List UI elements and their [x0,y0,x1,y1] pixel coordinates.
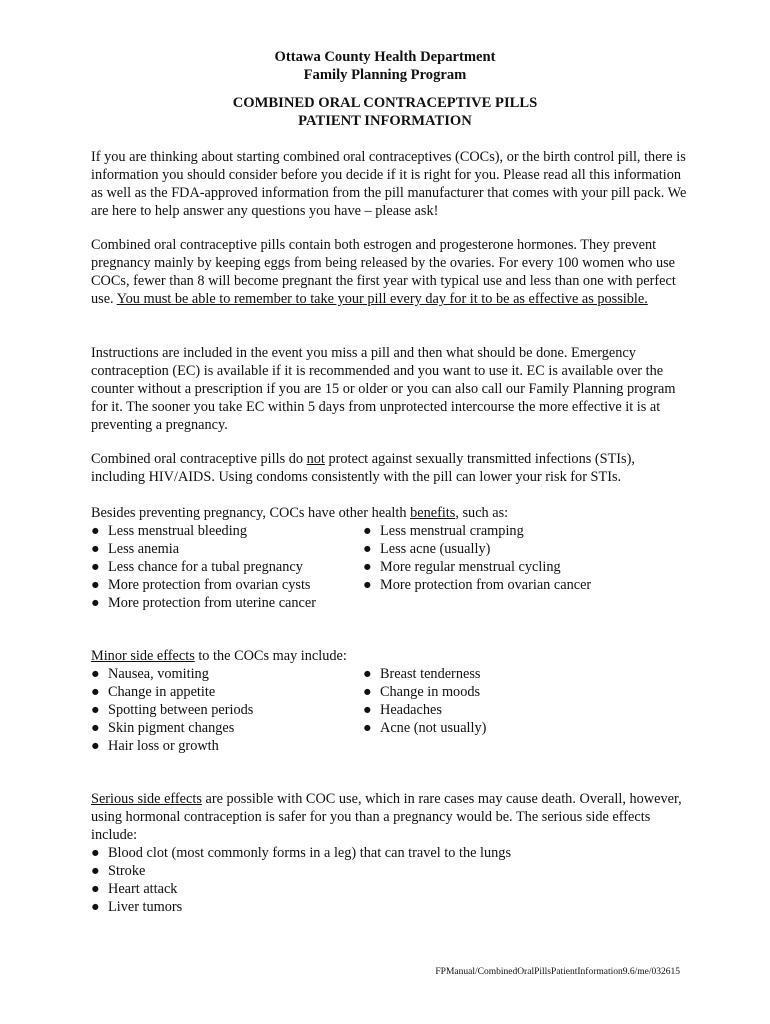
doc-title-line2: PATIENT INFORMATION [298,113,472,129]
serious-intro-suffix: are possible with COC use, which in rare cases may cause death. Overall, however, using hormonal contraception is safer for you than a pregnancy would be. The serious side effects include: [91,791,682,843]
bullet-icon: ● [363,666,372,682]
list-item: ● Blood clot (most commonly forms in a leg) that can travel to the lungs [91,845,512,861]
bullet-icon: ● [363,684,372,700]
list-item: ● Skin pigment changes [91,720,235,736]
doc-title-line1: COMBINED ORAL CONTRACEPTIVE PILLS [232,95,538,111]
list-item: ● More protection from ovarian cancer [363,577,592,593]
bullet-icon: ● [91,863,100,879]
bullet-icon: ● [91,523,100,539]
list-item: ● Change in moods [363,684,481,700]
benefits-label: benefits [410,505,456,521]
list-item: ● Less acne (usually) [363,541,491,557]
list-item: ● Headaches [363,702,442,718]
list-item: ● Liver tumors [91,899,183,915]
sti-paragraph [91,450,691,486]
bullet-icon: ● [363,702,372,718]
minor-intro-suffix: to the COCs may include: [194,648,347,664]
bullet-icon: ● [91,738,100,754]
benefits-intro-suffix: , such as: [455,505,509,521]
bullet-icon: ● [91,702,100,718]
benefits-intro [91,504,691,522]
effectiveness-underlined: You must be able to remember to take your pill every day for it to be as effective as possible. [116,291,648,307]
list-item: ● More protection from uterine cancer [91,595,317,611]
effectiveness-text: Combined oral contraceptive pills contain both estrogen and progesterone hormones. They prevent pregnancy mainly by keeping eggs from being released by the ovaries. For every 100 women who use COCs, fewer than 8 will become pregnant the first year with typical use and less than one with perfect use. [91,237,676,307]
effectiveness-paragraph [91,236,691,308]
bullet-icon: ● [91,666,100,682]
bullet-icon: ● [91,595,100,611]
bullet-icon: ● [91,559,100,575]
list-item: ● Acne (not usually) [363,720,487,736]
serious-side-effects-label: Serious side effects [91,791,202,807]
bullet-icon: ● [91,541,100,557]
minor-side-effects-label: Minor side effects [91,648,195,664]
bullet-icon: ● [91,577,100,593]
bullet-icon: ● [91,684,100,700]
list-item: ● Change in appetite [91,684,216,700]
bullet-icon: ● [363,577,372,593]
program-name: Family Planning Program [303,67,467,83]
minor-side-effects-intro [91,647,691,665]
list-item: ● Spotting between periods [91,702,254,718]
list-item: ● Heart attack [91,881,178,897]
bullet-icon: ● [91,899,100,915]
document-footer-reference: FPManual/CombinedOralPillsPatientInformation9.6/me/032615 [435,967,680,977]
bullet-icon: ● [363,523,372,539]
bullet-icon: ● [363,559,372,575]
list-item: ● More regular menstrual cycling [363,559,561,575]
intro-paragraph: If you are thinking about starting combined oral contraceptives (COCs), or the birth control pill, there is information you should consider before you decide if it is right for you. Please read all this information as well as the FDA-approved information from the pill manufacturer that comes with your pill pack. We are here to help answer any questions you have – please ask! [91,149,687,219]
list-item: ● More protection from ovarian cysts [91,577,311,593]
sti-text-after: protect against sexually transmitted infections (STIs), including HIV/AIDS. Using condoms consistently with the pill can lower your risk for STIs. [91,451,635,485]
bullet-icon: ● [363,541,372,557]
instructions-paragraph: Instructions are included in the event you miss a pill and then what should be done. Emergency contraception (EC) is available if it is recommended and you want to use it. EC is available over the counter without a prescription if you are 15 or older or you can also call our Family Planning program for it. The sooner you take EC within 5 days from unprotected intercourse the more effective it is at preventing a pregnancy. [91,345,676,433]
bullet-icon: ● [91,845,100,861]
list-item: ● Less menstrual bleeding [91,523,247,539]
serious-side-effects-intro [91,790,691,844]
list-item: ● Less menstrual cramping [363,523,524,539]
sti-text-before: Combined oral contraceptive pills do [91,451,307,467]
bullet-icon: ● [91,881,100,897]
benefits-intro-text: Besides preventing pregnancy, COCs have other health [91,505,411,521]
sti-not-emphasis: not [306,451,325,467]
bullet-icon: ● [363,720,372,736]
list-item: ● Breast tenderness [363,666,481,682]
bullet-icon: ● [91,720,100,736]
list-item: ● Hair loss or growth [91,738,219,754]
org-name: Ottawa County Health Department [274,49,496,65]
list-item: ● Stroke [91,863,146,879]
list-item: ● Less chance for a tubal pregnancy [91,559,303,575]
list-item: ● Less anemia [91,541,180,557]
list-item: ● Nausea, vomiting [91,666,209,682]
